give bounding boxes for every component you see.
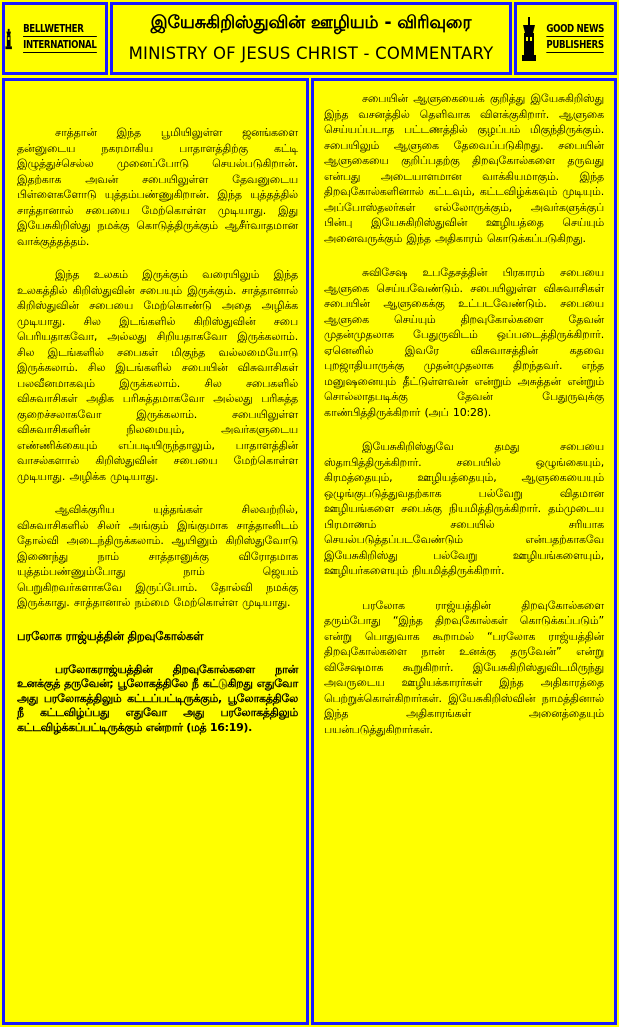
scripture-quote: பரலோகராஜ்யத்தின் திறவுகோல்களை நான் உனக்குத் தருவேன்; பூலோகத்திலே நீ கட்டுகிறது எதுவோ அது பரலோகத்திலும் கட்டப்பட்டிருக்கும், பூலோகத்திலே நீ கட்டவிழ்ப்பது எதுவோ அது பரலோகத்திலும் கட்டவிழ்க்கப்பட்டிருக்கும் என்றார் (மத் 16:19). bbox=[17, 662, 298, 734]
right-column bbox=[311, 78, 617, 1025]
good-news-publishers-logo bbox=[514, 2, 617, 75]
paragraph: பரலோக ராஜ்யத்தின் திறவுகோல்களை தரும்போது “இந்த திறவுகோல்கள் கொடுக்கப்படும்” என்று பொதுவாக கூறாமல் “பரலோக ராஜ்யத்தின் திறவுகோல்களை நான் உனக்கு தருவேன்” என்று விசேஷமாக கூறுகிறார். இயேசுகிறிஸ்துவிடமிருந்து அவருடைய ஊழியக்காரர்கள் இந்த அதிகாரத்தை பெற்றுக்கொள்கிறார்கள். இயேசுகிறிஸ்வின் நாமத்தினால் இந்த அதிகாரங்கள் அனைத்தையும் பயன்படுத்துகிறார்கள். bbox=[324, 598, 604, 736]
left-column bbox=[2, 78, 309, 1025]
bellwether-logo bbox=[2, 2, 108, 75]
logo-line-1: BELLWETHER bbox=[23, 23, 96, 37]
logo-line-2: PUBLISHERS bbox=[546, 38, 604, 51]
paragraph: சுவிசேஷ உபதேசத்தின் பிரகாரம் சபையை ஆளுகை செய்யவேண்டும். சபையிலுள்ள விசுவாசிகள் சபையின் ஆளுகைக்கு உட்படவேண்டும். சபையை ஆளுகை செய்யும் திறவுகோல்களை தேவன் முதன்முதலாக பேதுருவிடம் ஒப்படைத்திருக்கிறார். ஏனெனில் இவரே விசுவாசத்தின் கதவை புறஜாதியாருக்கு முதன்முதலாக திறந்தவர். எந்த மனுஷனையும் தீட்டுள்ளவன் என்றும் அசுத்தன் என்றும் சொல்லாதபடிக்கு தேவன் பேதுருவுக்கு காண்பித்திருக்கிறார் (அப் 10:28). bbox=[324, 266, 604, 419]
logo-line-1: GOOD NEWS bbox=[546, 22, 604, 35]
building-icon bbox=[521, 17, 537, 61]
paragraph: இயேசுகிறிஸ்துவே தமது சபையை ஸ்தாபித்திருக்கிறார். சபையில் ஒழுங்கையும், கிரமத்தையும், ஊழியத்தையும், ஆளுகையையும் ஒழுங்குபடுத்துவதற்காக பல்வேறு விதமான ஊழியங்களை சபைக்கு நியமித்திருக்கிறார். தம்முடைய பிரமாணம் சபையில் சரியாக செயல்படுத்தப்படவேண்டும் என்பதற்காகவே இயேசுகிறிஸ்து பல்வேறு ஊழியங்களையும், ஊழியர்களையும் நியமித்திருக்கிறார். bbox=[324, 440, 604, 577]
bell-tower-icon bbox=[5, 17, 12, 61]
paragraph: இந்த உலகம் இருக்கும் வரையிலும் இந்த உலகத்தில் கிறிஸ்துவின் சபையும் இருக்கும். சாத்தானால் கிறிஸ்துவின் சபையை மேற்கொண்டு அதை அழிக்க முடியாது. சில இடங்களில் கிறிஸ்துவின் சபை பெரியதாகவோ, அல்லது சிறியதாகவோ இருக்கலாம். சில இடங்களில் சபைகள் மிகுந்த வல்லமையோடு இருக்கலாம். சில இடங்களில் சபையின் விசுவாசிகள் பலவீனமாகவும் இருக்கலாம். சில சபைகளில் விசுவாசிகள் அதிக பரிசுத்தமாகவோ அல்லது பரிசுத்த குறைச்சலாகவோ இருக்கலாம். சபையிலுள்ள விசுவாசிகளின் நிலமையும், அவர்களுடைய எண்ணிக்கையும் எப்படியிருந்தாலும், பாதாளத்தின் வாசல்களால் கிறிஸ்துவின் சபையை மேற்கொள்ள முடியாது. அழிக்க முடியாது. bbox=[17, 268, 298, 483]
section-heading: பரலோக ராஜ்யத்தின் திறவுகோல்கள் bbox=[17, 628, 204, 643]
title-english: MINISTRY OF JESUS CHRIST - COMMENTARY bbox=[128, 44, 494, 63]
paragraph: ஆவிக்குரிய யுத்தங்கள் சிலவற்றில், விசுவாசிகளில் சிலர் அங்கும் இங்குமாக சாத்தானிடம் தோல்வி அடைந்திருக்கலாம். ஆயினும் கிறிஸ்துவோடு இணைந்து நாம் சாத்தானுக்கு விரோதமாக யுத்தம்பண்ணும்போது நாம் ஜெயம் பெறுகிறவர்களாகவே இருப்போம். தோல்வி நமக்கு இருக்காது. சாத்தானால் நம்மை மேற்கொள்ள முடியாது. bbox=[17, 503, 298, 609]
title-tamil: இயேசுகிறிஸ்துவின் ஊழியம் - விரிவுரை bbox=[150, 13, 472, 33]
paragraph: சபையின் ஆளுகையைக் குறித்து இயேசுகிறிஸ்து இந்த வசனத்தில் தெளிவாக விளக்குகிறார். ஆளுகை செய்யப்படாத பட்டணத்தில் குழப்பம் மிகுந்திருக்கும். சபையிலும் ஆளுகை தேவைப்படுகிறது. சபையின் ஆளுகையை குறிப்பதற்கு திறவுகோல்களை தருவது என்பது அடையாளமான வாக்கியமாகும். இந்த திறவுகோல்களினால் கட்டவும், கட்டவிழ்க்கவும் முடியும். அப்போஸ்தலர்கள் எல்லோருக்கும், அவர்களுக்குப் பின்பு இயேசுகிறிஸ்துவின் ஊழியத்தை செய்யும் அனைவருக்கும் இந்த அதிகாரம் கொடுக்கப்படுகிறது. bbox=[324, 92, 604, 245]
paragraph: சாத்தான் இந்த பூமியிலுள்ள ஜனங்களை தன்னுடைய நகரமாகிய பாதாளத்திற்கு கட்டி இழுத்துச்செல்ல முனைப்போடு செயல்படுகிறான். இதற்காக அவன் சபையிலுள்ள தேவனுடைய பிள்ளைகளோடு யுத்தம்பண்ணுகிறான். இந்த யுத்தத்தில் சாத்தானால் சபையை மேற்கொள்ள முடியாது. இது இயேசுகிறிஸ்து நமக்கு கொடுத்திருக்கும் ஆசீர்வாதமான வாக்குத்தத்தம். bbox=[17, 126, 298, 248]
page-title-box bbox=[110, 2, 512, 75]
logo-line-2: INTERNATIONAL bbox=[23, 38, 97, 51]
